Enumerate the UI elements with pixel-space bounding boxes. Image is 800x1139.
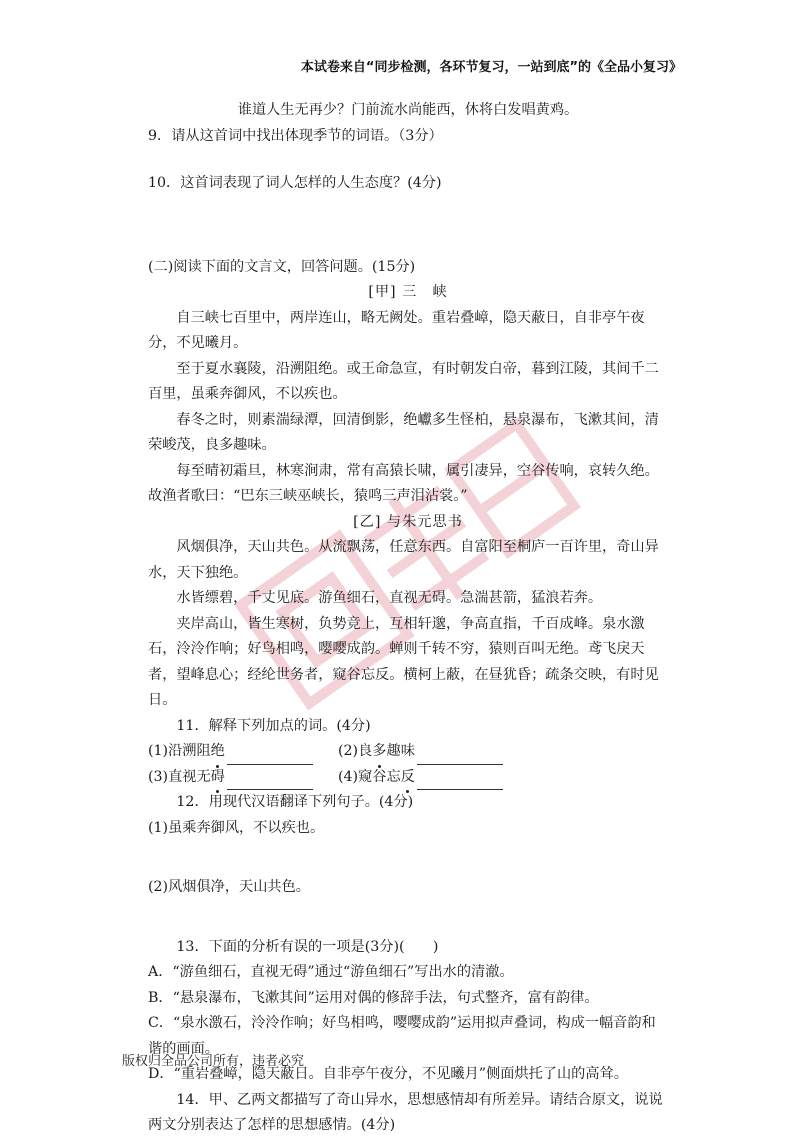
q11-item-4-blank[interactable] xyxy=(417,773,503,790)
answer-space-10 xyxy=(148,197,668,255)
document-body xyxy=(148,98,668,1139)
q11-item-1 xyxy=(148,739,338,765)
q11-item-4-prefix: (4)窥谷忘 xyxy=(338,768,401,785)
text-a-paragraph: 自三峡七百里中，两岸连山，略无阙处。重岩叠嶂，隐天蔽日，自非亭午夜分，不见曦月。 xyxy=(148,309,645,351)
q13-option-b: B．“悬泉瀑布，飞漱其间”运用对偶的修辞手法，句式整齐，富有韵律。 xyxy=(148,989,599,1006)
text-a-paragraph: 春冬之时，则素湍绿潭，回清倒影，绝巘多生怪柏，悬泉瀑布，飞漱其间，清荣峻茂，良多趣味。 xyxy=(148,411,659,453)
text-a-paragraph: 每至晴初霜旦，林寒涧肃，常有高猿长啸，属引凄异，空谷传响，哀转久绝。故渔者歌曰：“巴东三峡巫峡长，猿鸣三声泪沾裳。” xyxy=(148,462,659,504)
text-a-paragraph: 至于夏水襄陵，沿溯阻绝。或王命急宣，有时朝发白帝，暮到江陵，其间千二百里，虽乘奔御风，不以疾也。 xyxy=(148,360,659,402)
q13-option-d: D．“重岩叠嶂，隐天蔽日。自非亭午夜分，不见曦月”侧面烘托了山的高耸。 xyxy=(148,1066,628,1082)
question-11-row-1 xyxy=(148,739,668,765)
q11-item-3-prefix: (3)直视无 xyxy=(148,768,211,785)
question-9: 9．请从这首词中找出体现季节的词语。（3分） xyxy=(148,127,443,144)
q12-sentence-2: (2)风烟俱净，天山共色。 xyxy=(148,879,310,895)
question-10: 10．这首词表现了词人怎样的人生态度？(4分) xyxy=(148,175,442,191)
q11-item-3-dotted-word: 碍 xyxy=(211,765,225,791)
q11-item-4-dotted-word: 反 xyxy=(401,765,415,791)
text-b-paragraph: 水皆缥碧，千丈见底。游鱼细石，直视无碍。急湍甚箭，猛浪若奔。 xyxy=(176,590,603,606)
q11-item-1-blank[interactable] xyxy=(227,748,313,765)
text-b-paragraph: 夹岸高山，皆生寒树，负势竞上，互相轩邈，争高直指，千百成峰。泉水激石，泠泠作响；好鸟相鸣，嘤嘤成韵。蝉则千转不穷，猿则百叫无绝。鸢飞戾天者，望峰息心；经纶世务者，窥谷忘反。横柯上蔽，在昼犹昏；疏条交映，有时见日。 xyxy=(148,615,659,708)
q11-item-2 xyxy=(338,739,528,765)
question-14-stem: 14．甲、乙两文都描写了奇山异水，思想感情却有所差异。请结合原文，说说两文分别表达了怎样的思想感情。(4分) xyxy=(148,1091,663,1133)
q13-option-a: A．“游鱼细石，直视无碍”通过“游鱼细石”写出水的清澈。 xyxy=(148,964,514,980)
q11-item-3-blank[interactable] xyxy=(227,773,313,790)
text-a-title: [甲] 三 峡 xyxy=(368,284,448,300)
header-source-note: 本试卷来自“同步检测，各环节复习，一站到底”的《全品小复习》 xyxy=(300,60,682,75)
poem-last-line: 谁道人生无再少？门前流水尚能西，休将白发唱黄鸡。 xyxy=(237,102,579,118)
q11-item-1-prefix: (1)沿溯阻 xyxy=(148,743,211,759)
q11-item-2-suffix: 趣味 xyxy=(386,743,415,759)
q13-option-c: C．“泉水激石，泠泠作响；好鸟相鸣，嘤嘤成韵”运用拟声叠词，构成一幅音韵和谐的画面。 xyxy=(148,1015,656,1057)
section-2-heading: (二)阅读下面的文言文，回答问题。(15分) xyxy=(148,258,416,275)
question-13-stem: 13．下面的分析有误的一项是(3分)( ) xyxy=(176,938,439,955)
footer-copyright: 版权归全品公司所有，违者必究 xyxy=(122,1054,305,1069)
text-b-title: [乙] 与朱元思书 xyxy=(353,513,463,530)
q12-sentence-1: (1)虽乘奔御风，不以疾也。 xyxy=(148,819,325,836)
q11-item-4 xyxy=(338,765,528,791)
q11-item-3 xyxy=(148,765,338,791)
answer-space-9 xyxy=(148,149,668,171)
answer-space-12-2 xyxy=(148,901,668,935)
text-b-paragraph: 风烟俱净，天山共色。从流飘荡，任意东西。自富阳至桐庐一百许里，奇山异水，天下独绝。 xyxy=(148,539,659,581)
question-11-stem: 11．解释下列加点的词。(4分) xyxy=(176,717,371,734)
q11-item-1-dotted-word: 绝 xyxy=(211,739,225,765)
q11-item-2-blank[interactable] xyxy=(417,748,503,765)
answer-space-12-1 xyxy=(148,841,668,875)
q11-item-2-prefix: (2)良 xyxy=(338,743,373,759)
q11-item-2-dotted-word: 多 xyxy=(372,739,386,765)
question-11-row-2 xyxy=(148,765,668,791)
question-12-stem: 12．用现代汉语翻译下列句子。(4分) xyxy=(176,794,414,810)
